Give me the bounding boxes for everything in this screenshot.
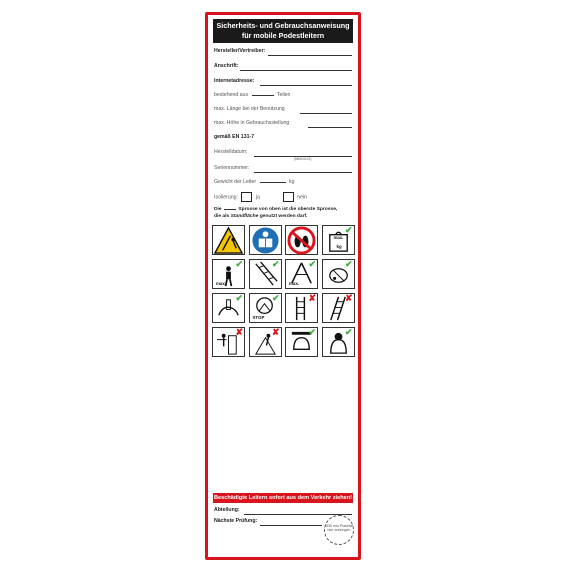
- allowed-check-icon: ✔: [344, 259, 353, 269]
- rung-note2-prefix: die als: [214, 214, 230, 219]
- pictogram-sublabel: kg: [336, 244, 342, 249]
- rung-note2-suffix: genutzt werden darf.: [259, 214, 308, 219]
- serial-label: Seriennummer:: [214, 165, 250, 171]
- rung-number-line: [224, 209, 236, 210]
- max-length-label: max. Länge bei der Benutzung: [214, 106, 285, 112]
- weight-line: [260, 182, 286, 183]
- forbidden-cross-icon: ✘: [344, 293, 353, 303]
- parts-suffix: Teilen: [276, 92, 291, 98]
- pictogram-cell: [212, 259, 245, 289]
- pictogram-cell: [212, 293, 245, 323]
- forbidden-cross-icon: ✘: [235, 327, 243, 337]
- rung-note-line-2: [214, 214, 308, 219]
- ladder-safety-label: [205, 12, 361, 560]
- allowed-check-icon: ✔: [271, 259, 280, 269]
- pictogram-cell: [212, 225, 245, 255]
- internet-label: Internetadresse:: [214, 78, 255, 84]
- pictogram-cell: [249, 225, 282, 255]
- pictogram-cell: [285, 327, 318, 357]
- insulation-yes-label: ja: [255, 194, 260, 201]
- rung-note-line-1: [214, 207, 337, 212]
- internet-line: [260, 85, 352, 86]
- allowed-check-icon: ✔: [308, 327, 316, 337]
- insulation-no-label: nein: [297, 194, 308, 201]
- norm-label: gemäß EN 131-7: [214, 134, 255, 140]
- header-line-1: Sicherheits- und Gebrauchsanweisung: [216, 21, 350, 30]
- address-line: [240, 70, 352, 71]
- label-header: [213, 19, 353, 43]
- pictogram-cell: [285, 225, 318, 255]
- pictogram-cell: [249, 259, 282, 289]
- weight-row: [214, 179, 295, 185]
- manufacture-date-label: Herstelldatum:: [214, 149, 248, 155]
- pictogram-label: STOP: [252, 315, 265, 320]
- pictogram-cell: [285, 259, 318, 289]
- allowed-check-icon: ✔: [308, 259, 316, 269]
- department-label: Abteilung:: [214, 507, 240, 513]
- weight-unit: kg: [289, 179, 295, 185]
- pictogram-cell: [249, 327, 282, 357]
- pictogram-label: max.: [289, 281, 300, 286]
- pictogram-cell: [249, 293, 282, 323]
- date-format-hint: (MM/JJJJ): [294, 157, 312, 161]
- max-height-line: [308, 127, 352, 128]
- read-manual-icon: [250, 226, 281, 260]
- header-line-2: für mobile Podestleitern: [241, 31, 325, 40]
- forbidden-cross-icon: ✘: [308, 293, 316, 303]
- inspection-sticker-spot: Ø35 mm Plakette hier anbringen: [324, 515, 354, 545]
- max-height-label: max. Höhe in Gebrauchsstellung: [214, 120, 290, 126]
- insulation-label: Isolierung:: [214, 194, 238, 201]
- weight-label: Gewicht der Leiter: [214, 179, 257, 185]
- rung-note2-italic: Standfläche: [230, 214, 259, 219]
- next-check-label: Nächste Prüfung:: [214, 518, 258, 524]
- pictogram-cell: [322, 225, 355, 255]
- forbidden-cross-icon: ✘: [271, 327, 280, 337]
- manufacturer-label: Hersteller/Vertreiber:: [214, 48, 266, 54]
- rung-note-suffix: Sprosse von oben ist die oberste Sprosse,: [238, 207, 338, 212]
- pictogram-cell: [212, 327, 245, 357]
- parts-prefix: bestehend aus: [214, 92, 249, 98]
- manufacturer-line: [268, 55, 352, 56]
- insulation-yes-checkbox[interactable]: [241, 192, 252, 202]
- allowed-check-icon: ✔: [344, 225, 353, 235]
- pictogram-cell: [322, 293, 355, 323]
- no-unsuitable-shoes-icon: [286, 226, 317, 260]
- insulation-row: [214, 192, 307, 202]
- address-label: Anschrift:: [214, 63, 239, 69]
- insulation-no-checkbox[interactable]: [283, 192, 294, 202]
- allowed-check-icon: ✔: [235, 259, 243, 269]
- pictogram-label: max.: [216, 281, 227, 286]
- allowed-check-icon: ✔: [344, 327, 353, 337]
- warning-ladder-fall-icon: [213, 226, 244, 260]
- serial-line: [254, 172, 352, 173]
- allowed-check-icon: ✔: [271, 293, 280, 303]
- max-length-line: [300, 113, 352, 114]
- damaged-ladder-warning: Beschädigte Leitern sofort aus dem Verkehr ziehen!: [213, 495, 353, 501]
- parts-row: [214, 92, 290, 98]
- pictogram-label: max.: [333, 235, 344, 240]
- allowed-check-icon: ✔: [235, 293, 243, 303]
- pictogram-cell: [322, 259, 355, 289]
- parts-count-line: [252, 95, 274, 96]
- rung-note-prefix: Die: [214, 207, 222, 212]
- pictogram-cell: [322, 327, 355, 357]
- pictogram-cell: [285, 293, 318, 323]
- next-check-line: [260, 525, 322, 526]
